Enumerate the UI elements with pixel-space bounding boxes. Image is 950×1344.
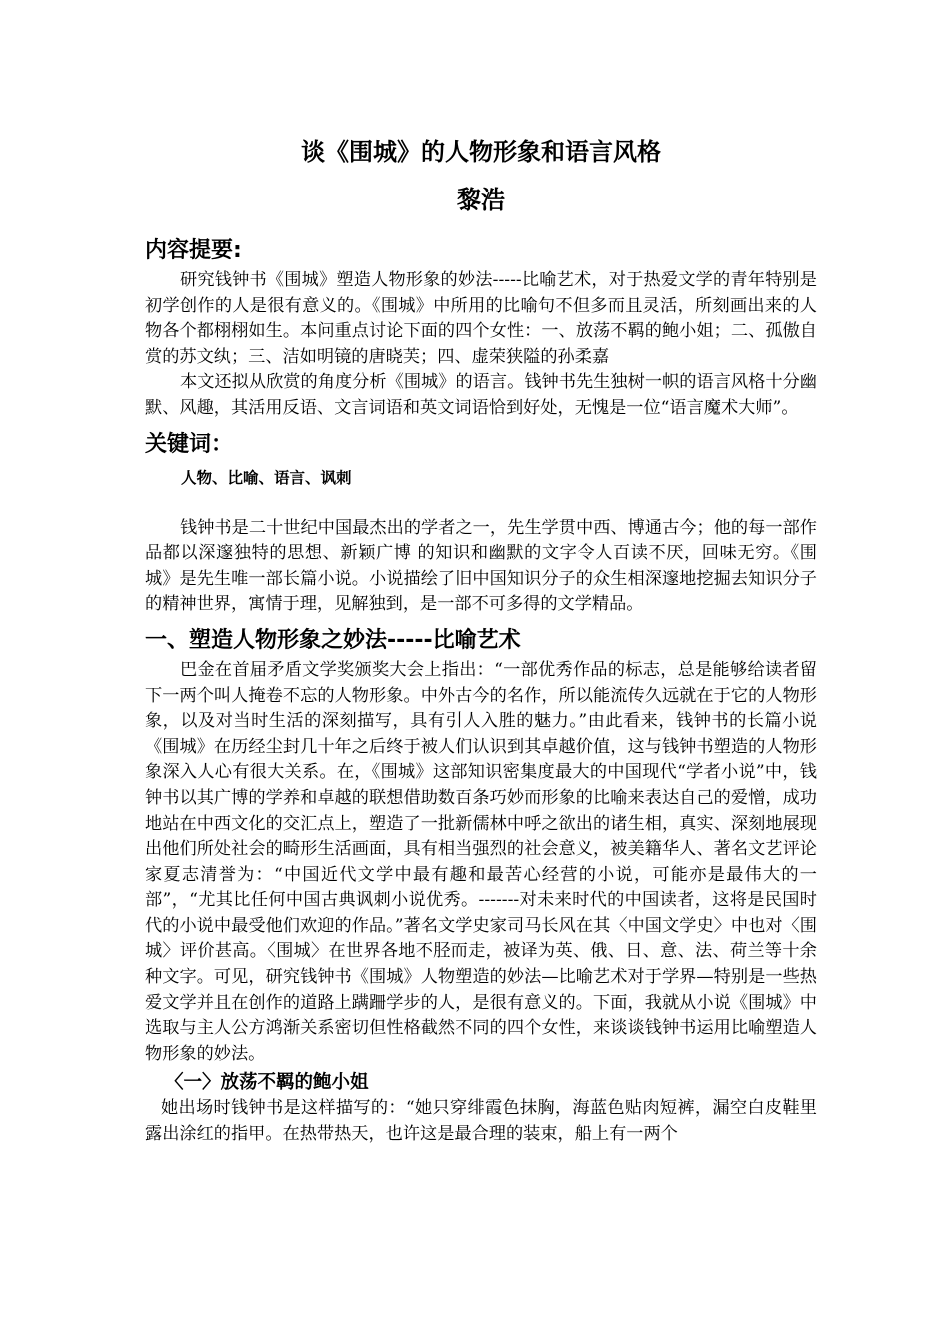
abstract-heading: 内容提要: (145, 238, 242, 263)
abstract-paragraph-1: 研究钱钟书《围城》塑造人物形象的妙法-----比喻艺术，对于热爱文学的青年特别是初学创作的人是很有意义的。《围城》中所用的比喻句不但多而且灵活，所刻画出来的人物各个都栩栩如生。本问重点讨论下面的四个女性：一、放荡不羁的鲍小姐；二、孤傲自赏的苏文纨；三、洁如明镜的唐晓芙；四、虚荣狭隘的孙柔嘉 (145, 270, 817, 367)
section-1-paragraph: 巴金在首届矛盾文学奖颁奖大会上指出：“一部优秀作品的标志，总是能够给读者留下一两个叫人掩卷不忘的人物形象。中外古今的名作，所以能流传久远就在于它的人物形象，以及对当时生活的深刻描写，具有引人入胜的魅力。”由此看来，钱钟书的长篇小说《围城》在历经尘封几十年之后终于被人们认识到其卓越价值，这与钱钟书塑造的人物形象深入人心有很大关系。在，《围城》这部知识密集度最大的中国现代“学者小说”中，钱钟书以其广博的学养和卓越的联想借助数百条巧妙而形象的比喻来表达自己的爱憎，成功地站在中西文化的交汇点上，塑造了一批新儒林中呼之欲出的诸生相，真实、深刻地展现出他们所处社会的畸形生活画面，具有相当强烈的社会意义，被美籍华人、著名文艺评论家夏志清誉为：“中国近代文学中最有趣和最苦心经营的小说，可能亦是最伟大的一部”，“尤其比任何中国古典讽刺小说优秀。-------对未来时代的中国读者，这将是民国时代的小说中最受他们欢迎的作品。”著名文学史家司马长风在其〈中国文学史〉中也对〈围城〉评价甚高。〈围城〉在世界各地不胫而走，被译为英、俄、日、意、法、荷兰等十余种文字。可见，研究钱钟书《围城》人物塑造的妙法—比喻艺术对于学界—特别是一些热爱文学并且在创作的道路上蹒跚学步的人，是很有意义的。下面，我就从小说《围城》中选取与主人公方鸿渐关系密切但性格截然不同的四个女性，来谈谈钱钟书运用比喻塑造人物形象的妙法。 (145, 659, 817, 1064)
document-title: 谈《围城》的人物形象和语言风格 (301, 138, 661, 166)
abstract-paragraph-2: 本文还拟从欣赏的角度分析《围城》的语言。钱钟书先生独树一帜的语言风格十分幽默、风趣，其活用反语、文言词语和英文词语恰到好处，无愧是一位“语言魔术大师”。 (145, 372, 817, 418)
document-author: 黎浩 (457, 186, 505, 214)
keywords-heading: 关键词： (145, 431, 234, 457)
keywords-list: 人物、比喻、语言、讽刺 (181, 468, 352, 487)
subsection-1-paragraph: 她出场时钱钟书是这样描写的：“她只穿绯霞色抹胸，海蓝色贴肉短裤，漏空白皮鞋里露出涂红的指甲。在热带热天，也许这是最合理的装束，船上有一两个 (145, 1098, 817, 1145)
section-1-heading: 一、塑造人物形象之妙法-----比喻艺术 (145, 627, 521, 653)
intro-paragraph: 钱钟书是二十世纪中国最杰出的学者之一，先生学贯中西、博通古今；他的每一部作品都以深邃独特的思想、新颖广博 的知识和幽默的文字令人百读不厌，回味无穷。《围城》是先生唯一部长篇小说。小说描绘了旧中国知识分子的众生相深邃地挖掘去知识分子的精神世界，寓情于理，见解独到，是一部不可多得的文学精品。 (145, 517, 817, 615)
document-page (145, 118, 817, 1148)
subsection-1-heading: 〈一〉放荡不羁的鲍小姐 (165, 1072, 369, 1094)
